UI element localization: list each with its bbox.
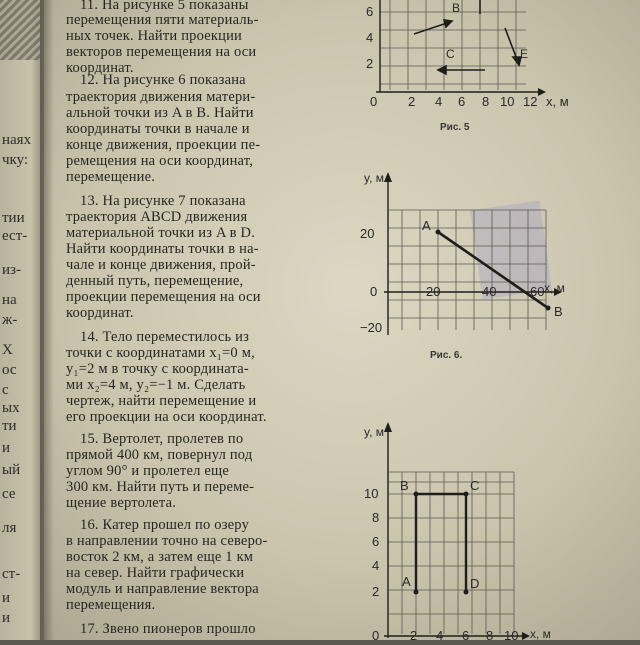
fig6-x-tick: 60 [530, 284, 545, 299]
text-line: восток 2 км, а затем еще 1 км [66, 549, 254, 565]
point-a-label: A [402, 574, 411, 589]
fig6-x-axis-label: x, м [544, 281, 565, 295]
text-line: ми x₂=4 м, y₂=−1 м. Сделать [66, 377, 246, 393]
previous-page-text-fragment: наях [2, 132, 32, 148]
figure-6 [360, 170, 580, 350]
text-line: на север. Найти графически [66, 565, 245, 581]
text-line: чертеж, найти перемещение и [66, 393, 257, 409]
fig6-x-tick: 20 [426, 284, 441, 299]
text-line: его проекции на оси координат. [66, 409, 267, 425]
text-line: щение вертолета. [66, 495, 177, 511]
fig5-x-tick: 4 [435, 94, 443, 109]
fig7-y-axis-label: y, м [364, 425, 385, 439]
fig5-x-tick: 12 [523, 94, 538, 109]
point-b-label: B [400, 478, 409, 493]
previous-page-text-fragment: чку: [2, 152, 29, 168]
fig6-y-axis-label: y, м [364, 171, 385, 185]
point-b-label: B [554, 304, 563, 319]
figure-6-graph [360, 170, 580, 345]
previous-page-text-fragment: из- [2, 262, 21, 278]
text-line: 300 км. Найти путь и переме- [66, 479, 255, 495]
point-c-label: C [470, 478, 480, 493]
fig7-x-tick: 4 [436, 628, 444, 643]
text-line: модуль и направление вектора [66, 581, 259, 597]
fig6-y-tick: −20 [360, 320, 383, 335]
text-line: чале и конце движения, прой- [66, 257, 256, 273]
previous-page-text-fragment: ж- [2, 312, 18, 328]
text-line: 17. Звено пионеров прошло [80, 621, 256, 637]
text-line: траектория ABCD движения [66, 209, 248, 225]
text-line: перемещения. [66, 597, 156, 613]
fig5-x-tick: 2 [408, 94, 416, 109]
fig5-y-tick: 2 [366, 56, 374, 71]
previous-page-text-fragment: ст- [2, 566, 21, 582]
fig7-y-tick: 8 [372, 510, 380, 525]
previous-page-text-fragment: и [2, 590, 11, 606]
text-line: перемещения пяти материаль- [66, 12, 259, 28]
previous-page-text-fragment: ля [2, 520, 17, 536]
previous-page-text-fragment: с [2, 382, 9, 398]
fig5-x-axis-label: x, м [546, 94, 569, 109]
figure-5 [340, 0, 570, 115]
point-a-label: A [422, 218, 431, 233]
previous-page-text-fragment: ос [2, 362, 17, 378]
text-line: денный путь, перемещение, [66, 273, 244, 289]
fig6-y-tick: 0 [370, 284, 378, 299]
text-line: альной точки из A в B. Найти [66, 105, 254, 121]
text-line: 12. На рисунке 6 показана [80, 72, 246, 88]
text-line: проекции перемещения на оси [66, 289, 261, 305]
fig7-y-tick: 2 [372, 584, 380, 599]
fig6-y-tick: 20 [360, 226, 375, 241]
fig5-x-tick: 8 [482, 94, 490, 109]
fig7-y-tick: 10 [364, 486, 379, 501]
vector-e-label: E [520, 47, 529, 61]
fig5-y-tick: 6 [366, 4, 374, 19]
fig6-x-tick: 40 [482, 284, 497, 299]
previous-page-text-fragment: се [2, 486, 16, 502]
fig7-x-tick: 8 [486, 628, 494, 643]
text-line: конце движения, проекции пе- [66, 137, 261, 153]
previous-page-text-fragment: и [2, 610, 11, 626]
text-line: 16. Катер прошел по озеру [80, 517, 250, 533]
point-d-label: D [470, 576, 480, 591]
figure-7-graph [360, 420, 590, 643]
fig5-x-tick: 10 [500, 94, 515, 109]
fig7-x-axis-label: x, м [530, 627, 551, 641]
fig5-x-tick: 6 [458, 94, 466, 109]
vector-b-label: B [452, 1, 461, 15]
text-line: в направлении точно на северо- [66, 533, 268, 549]
previous-page-text-fragment: ых [2, 400, 20, 416]
text-line: y₁=2 м в точку с координата- [66, 361, 249, 377]
text-line: материальной точки из A в D. [66, 225, 256, 241]
text-line: координат. [66, 60, 134, 76]
previous-page-text-fragment: ый [2, 462, 21, 478]
previous-page-text-fragment: X [2, 342, 13, 358]
gutter-shadow [40, 0, 54, 640]
figure-5-caption: Рис. 5 [440, 122, 470, 133]
previous-page-text-fragment: ти [2, 418, 17, 434]
text-line: прямой 400 км, повернул под [66, 447, 253, 463]
previous-page-text-fragment: ест- [2, 228, 28, 244]
figure-6-caption: Рис. 6. [430, 350, 463, 361]
text-line: 13. На рисунке 7 показана [80, 193, 246, 209]
text-line: 15. Вертолет, пролетев по [80, 431, 244, 447]
text-line: ных точек. Найти проекции [66, 28, 243, 44]
text-line: углом 90° и пролетел еще [66, 463, 229, 479]
previous-page-text-fragment: и [2, 440, 11, 456]
text-line: перемещение. [66, 169, 156, 185]
text-line: координат. [66, 305, 134, 321]
text-line: траектория движения матери- [66, 89, 256, 105]
previous-page-text-fragment: тии [2, 210, 25, 226]
figure-7 [360, 420, 590, 645]
fig7-y-tick: 0 [372, 628, 380, 643]
text-line: ремещения на оси координат, [66, 153, 254, 169]
fig7-y-tick: 6 [372, 534, 380, 549]
fig7-x-tick: 2 [410, 628, 418, 643]
text-line: Найти координаты точки в на- [66, 241, 259, 257]
fig7-x-tick: 6 [462, 628, 470, 643]
fig5-x-tick: 0 [370, 94, 378, 109]
text-line: координаты точки в начале и [66, 121, 250, 137]
previous-page-illustration [0, 0, 40, 60]
fig7-x-tick: 10 [504, 628, 519, 643]
text-line: точки с координатами x₁=0 м, [66, 345, 255, 361]
vector-c-label: C [446, 47, 455, 61]
fig7-y-tick: 4 [372, 558, 380, 573]
text-line: векторов перемещения на оси [66, 44, 257, 60]
figure-5-graph [340, 0, 570, 110]
fig5-y-tick: 4 [366, 30, 374, 45]
text-line: 14. Тело переместилось из [80, 329, 249, 345]
previous-page-text-fragment: на [2, 292, 17, 308]
text-line: 11. На рисунке 5 показаны [80, 0, 249, 13]
